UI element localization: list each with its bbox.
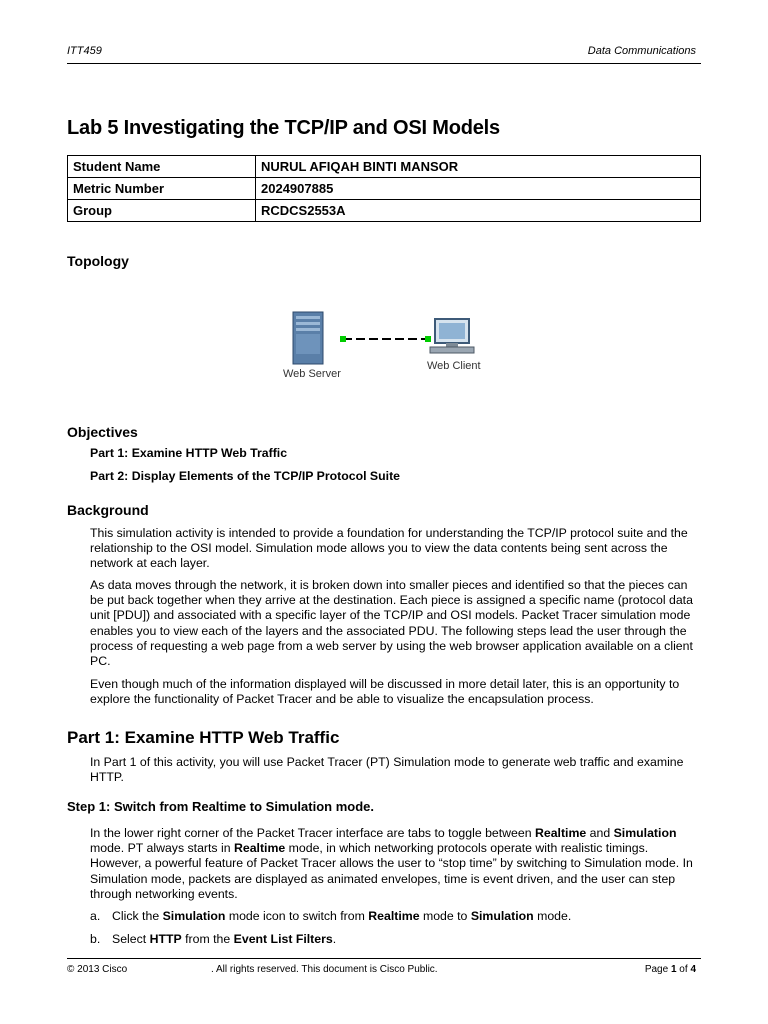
table-row xyxy=(68,156,701,178)
table-label: Metric Number xyxy=(68,178,256,200)
bold-run: Simulation xyxy=(162,909,226,923)
bold-run: HTTP xyxy=(149,932,182,946)
text-run: mode icon to switch from xyxy=(225,909,369,923)
text-run: mode. PT always starts in xyxy=(90,841,234,856)
step1-paragraph xyxy=(90,826,700,902)
page-title: Lab 5 Investigating the TCP/IP and OSI Models xyxy=(67,117,500,139)
text-run: from the xyxy=(181,932,234,946)
web-server-icon xyxy=(293,312,323,364)
background-paragraph-3: Even though much of the information displayed will be discussed in more detail later, this is an opportunity to explore the functionality of Packet Tracer and be able to visualize the encapsulation process. xyxy=(90,677,680,707)
objective-part1: Part 1: Examine HTTP Web Traffic xyxy=(90,446,288,460)
table-row xyxy=(68,200,701,222)
footer-rights: . All rights reserved. This document is Cisco Public. xyxy=(211,964,438,975)
topology-svg xyxy=(280,308,500,368)
bold-run: Realtime xyxy=(534,826,587,840)
bold-run: Simulation xyxy=(613,826,677,840)
header-subject: Data Communications xyxy=(587,45,696,57)
topology-heading: Topology xyxy=(67,253,129,269)
text-run: Select xyxy=(112,932,150,946)
list-item-a xyxy=(90,909,571,923)
list-marker: a. xyxy=(90,909,101,923)
list-marker: b. xyxy=(90,932,101,946)
background-paragraph-1: This simulation activity is intended to provide a foundation for understanding the TCP/IP protocol suite and the relationship to the OSI model. Simulation mode allows you to view the data contents being sent across the network at each layer. xyxy=(90,526,688,571)
objectives-heading: Objectives xyxy=(67,424,138,440)
connection-link xyxy=(340,336,431,342)
part1-intro: In Part 1 of this activity, you will use Packet Tracer (PT) Simulation mode to generate web traffic and examine HTTP. xyxy=(90,755,684,785)
background-heading: Background xyxy=(67,502,149,518)
web-server-label: Web Server xyxy=(283,368,341,380)
bold-run: 4 xyxy=(690,964,696,975)
list-item-b xyxy=(90,932,336,946)
objective-part2: Part 2: Display Elements of the TCP/IP Protocol Suite xyxy=(90,469,400,483)
text-run: of xyxy=(676,964,691,975)
text-run: mode, in which networking protocols operate with realistic timings. However, a powerful feature of Packet Tracer allows the user to “stop time” by switching to Simulation mode. In Simulation mode, packets are displayed as animated envelopes, time is event driven, and the user can step through networking events. xyxy=(90,841,693,901)
footer-copyright: © 2013 Cisco xyxy=(67,964,128,975)
table-row xyxy=(68,178,701,200)
text-run: mode to xyxy=(419,909,471,923)
bold-run: Realtime xyxy=(368,909,420,923)
table-label: Group xyxy=(68,200,256,222)
header-course: ITT459 xyxy=(67,45,102,57)
text-run: In the lower right corner of the Packet Tracer interface are tabs to toggle between xyxy=(90,826,535,840)
table-label: Student Name xyxy=(68,156,256,178)
web-client-icon xyxy=(430,319,474,353)
table-value: 2024907885 xyxy=(256,178,701,200)
part1-heading: Part 1: Examine HTTP Web Traffic xyxy=(67,728,340,747)
table-value: NURUL AFIQAH BINTI MANSOR xyxy=(256,156,701,178)
background-paragraph-2: As data moves through the network, it is broken down into smaller pieces and identified so that the pieces can be put back together when they arrive at the destination. Each piece is assigned a specific name (protocol data unit [PDU]) and associated with a specific layer of the TCP/IP and OSI models. Packet Tracer simulation mode enables you to view each of the layers and the associated PDU. The following steps lead the user through the process of requesting a web page from a web server by using the web browser application available on a client PC. xyxy=(90,578,693,669)
bold-run: Simulation xyxy=(470,909,534,923)
text-run: mode. xyxy=(533,909,572,923)
topology-diagram xyxy=(280,308,500,388)
text-run: . xyxy=(332,932,337,946)
text-run: and xyxy=(586,826,614,840)
footer-page-number xyxy=(645,964,696,975)
text-run: Click the xyxy=(112,909,163,923)
step1-heading: Step 1: Switch from Realtime to Simulation mode. xyxy=(67,799,374,814)
bold-run: Event List Filters xyxy=(233,932,333,946)
bold-run: 1 xyxy=(670,964,677,975)
header-divider xyxy=(67,63,701,64)
table-value: RCDCS2553A xyxy=(256,200,701,222)
footer-divider xyxy=(67,958,701,959)
web-client-label: Web Client xyxy=(427,360,481,372)
bold-run: Realtime xyxy=(233,841,286,856)
text-run: Page xyxy=(644,964,671,975)
student-info-table xyxy=(67,155,701,222)
